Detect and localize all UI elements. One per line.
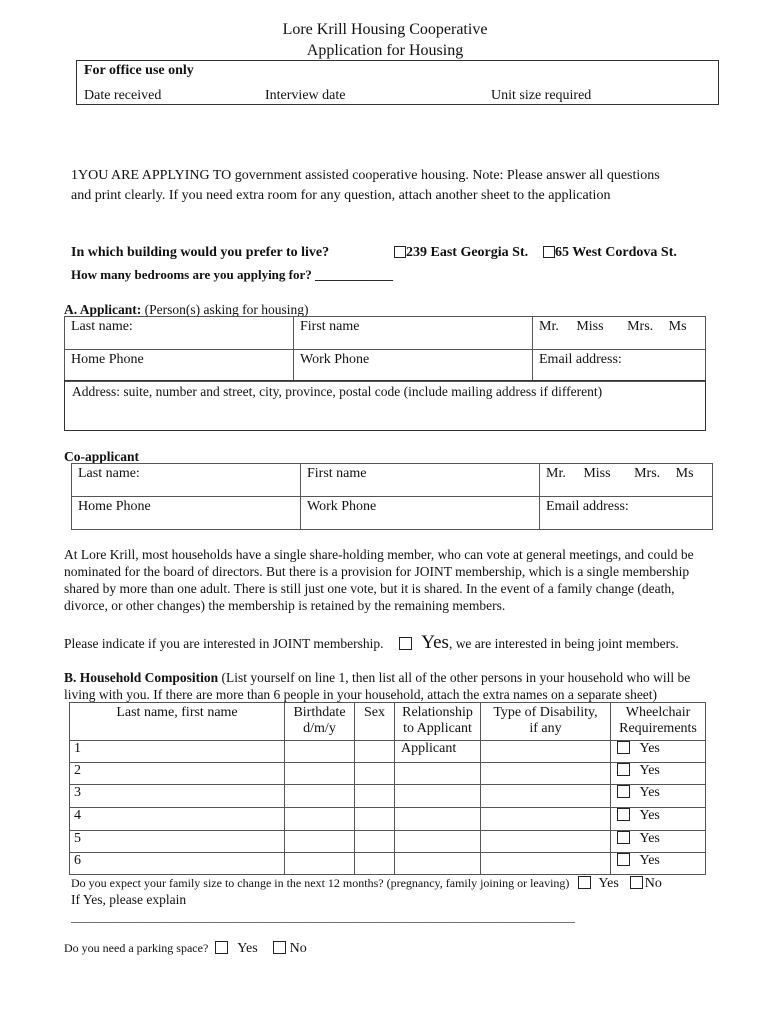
col-disability-line1: Type of Disability,: [493, 705, 598, 720]
birthdate-cell[interactable]: [285, 785, 355, 808]
intro-paragraph: 1YOU ARE APPLYING TO government assisted cooperative housing. Note: Please answer all questions and print clearly. If you need extra room for any question, attach another sheet to the application: [71, 168, 660, 203]
date-received-label: Date received: [84, 88, 162, 103]
title-mrs: Mrs.: [627, 319, 654, 334]
coapplicant-table: [71, 463, 713, 530]
birthdate-cell[interactable]: [285, 831, 355, 853]
wheelchair-yes-label: Yes: [639, 763, 660, 778]
parking-yes-label: Yes: [237, 941, 258, 956]
table-row: [70, 741, 706, 763]
disability-cell[interactable]: [481, 763, 611, 785]
parking-row: [64, 941, 307, 957]
coapplicant-email[interactable]: Email address:: [540, 497, 713, 530]
coapplicant-last-name[interactable]: Last name:: [72, 464, 301, 497]
page-subtitle: Application for Housing: [306, 42, 464, 59]
disability-cell[interactable]: [481, 785, 611, 808]
table-row: [70, 785, 706, 808]
wheelchair-cell[interactable]: [611, 831, 706, 853]
applicant-title[interactable]: [533, 317, 706, 350]
building-question: In which building would you prefer to live?: [71, 245, 330, 260]
office-use-box: [76, 60, 719, 105]
household-heading-rest: (List yourself on line 1, then list all of the other persons in your household who will be living with you. If there are more than 6 people in your household, attach the extra names on a separate sheet): [64, 670, 691, 702]
building-option-2[interactable]: [543, 245, 677, 261]
title-ms: Ms: [668, 319, 687, 334]
joint-membership-row: [64, 632, 679, 654]
row-number: 5: [70, 831, 285, 853]
checkbox-icon[interactable]: [617, 763, 630, 776]
joint-yes-label: Yes: [421, 632, 449, 653]
title-miss: Miss: [583, 466, 611, 481]
title-miss: Miss: [576, 319, 604, 334]
applicant-email[interactable]: Email address:: [533, 350, 706, 382]
checkbox-icon[interactable]: [617, 808, 630, 821]
table-row: [70, 808, 706, 831]
birthdate-cell[interactable]: [285, 853, 355, 875]
disability-cell[interactable]: [481, 741, 611, 763]
col-sex-header: Sex: [355, 703, 395, 741]
building-option-1[interactable]: [394, 245, 528, 261]
col-relationship-line1: Relationship: [402, 705, 473, 720]
checkbox-icon[interactable]: [399, 637, 412, 650]
col-birthdate-header: [285, 703, 355, 741]
title-mr: Mr.: [539, 319, 559, 334]
row-number: 4: [70, 808, 285, 831]
table-row: [70, 831, 706, 853]
building-option-1-label: 239 East Georgia St.: [406, 245, 529, 260]
sex-cell[interactable]: [355, 785, 395, 808]
checkbox-icon[interactable]: [617, 741, 630, 754]
parking-no-label: No: [289, 941, 307, 956]
col-wheelchair-line1: Wheelchair: [625, 705, 691, 720]
page-title: Lore Krill Housing Cooperative: [282, 21, 488, 38]
title-mr: Mr.: [546, 466, 566, 481]
col-relationship-line2: to Applicant: [403, 721, 472, 736]
family-change-explain: If Yes, please explain: [71, 892, 187, 907]
checkbox-icon[interactable]: [394, 246, 406, 258]
col-name-header: Last name, first name: [70, 703, 285, 741]
wheelchair-yes-label: Yes: [639, 741, 660, 756]
checkbox-icon[interactable]: [215, 941, 228, 954]
sex-cell[interactable]: [355, 763, 395, 785]
col-birthdate-line1: Birthdate: [293, 705, 346, 720]
col-disability-header: [481, 703, 611, 741]
applicant-work-phone[interactable]: Work Phone: [294, 350, 533, 382]
col-disability-line2: if any: [529, 721, 562, 736]
relationship-cell[interactable]: Applicant: [395, 741, 481, 763]
col-birthdate-line2: d/m/y: [303, 721, 336, 736]
parking-question: Do you need a parking space?: [64, 941, 209, 955]
household-table: [69, 702, 706, 875]
checkbox-icon[interactable]: [578, 876, 591, 889]
family-change-no-label: No: [644, 876, 662, 891]
birthdate-cell[interactable]: [285, 763, 355, 785]
applicant-heading-bold: A. Applicant:: [64, 302, 142, 317]
coapplicant-work-phone[interactable]: Work Phone: [301, 497, 540, 530]
relationship-cell[interactable]: [395, 831, 481, 853]
relationship-cell[interactable]: [395, 763, 481, 785]
row-number: 6: [70, 853, 285, 875]
household-heading: [64, 669, 709, 703]
family-change-yes-label: Yes: [598, 876, 619, 891]
family-change-question: Do you expect your family size to change in the next 12 months? (pregnancy, family joining or leaving): [71, 876, 570, 890]
coapplicant-home-phone[interactable]: Home Phone: [72, 497, 301, 530]
coapplicant-first-name[interactable]: First name: [301, 464, 540, 497]
applicant-heading-rest: (Person(s) asking for housing): [141, 302, 309, 317]
bedrooms-question: How many bedrooms are you applying for? ____________: [71, 267, 394, 282]
family-change-explain-line[interactable]: ____________________________________________________________________________________: [71, 910, 575, 924]
col-wheelchair-line2: Requirements: [619, 721, 697, 736]
checkbox-icon[interactable]: [273, 941, 286, 954]
wheelchair-cell[interactable]: [611, 785, 706, 808]
checkbox-icon[interactable]: [630, 876, 643, 889]
checkbox-icon[interactable]: [617, 785, 630, 798]
wheelchair-cell[interactable]: [611, 763, 706, 785]
applicant-last-name[interactable]: Last name:: [65, 317, 294, 350]
unit-size-label: Unit size required: [491, 88, 592, 103]
membership-paragraph: At Lore Krill, most households have a single share-holding member, who can vote at general meetings, and could be nominated for the board of directors. But there is a provision for JOINT membership, which is a single membership shared by more than one adult. There is still just one vote, but it is shared. In the event of a family change (death, divorce, or other changes) the membership is retained by the remaining members.: [64, 547, 694, 613]
wheelchair-yes-label: Yes: [639, 785, 660, 800]
relationship-cell[interactable]: [395, 785, 481, 808]
sex-cell[interactable]: [355, 831, 395, 853]
applicant-first-name[interactable]: First name: [294, 317, 533, 350]
joint-membership-prompt: Please indicate if you are interested in JOINT membership.: [64, 636, 384, 651]
sex-cell[interactable]: [355, 853, 395, 875]
checkbox-icon[interactable]: [617, 853, 630, 866]
wheelchair-yes-label: Yes: [639, 831, 660, 846]
wheelchair-cell[interactable]: [611, 741, 706, 763]
household-heading-bold: B. Household Composition: [64, 670, 219, 685]
sex-cell[interactable]: [355, 808, 395, 831]
applicant-table: [64, 316, 706, 382]
table-row: [70, 763, 706, 785]
col-relationship-header: [395, 703, 481, 741]
row-number: 1: [70, 741, 285, 763]
applicant-home-phone[interactable]: Home Phone: [65, 350, 294, 382]
row-number: 3: [70, 785, 285, 808]
disability-cell[interactable]: [481, 808, 611, 831]
title-mrs: Mrs.: [634, 466, 661, 481]
relationship-cell[interactable]: [395, 853, 481, 875]
applicant-address-field[interactable]: Address: suite, number and street, city, province, postal code (include mailing address if different): [64, 380, 706, 431]
building-option-2-label: 65 West Cordova St.: [555, 245, 677, 260]
birthdate-cell[interactable]: [285, 741, 355, 763]
checkbox-icon[interactable]: [543, 246, 555, 258]
disability-cell[interactable]: [481, 853, 611, 875]
disability-cell[interactable]: [481, 831, 611, 853]
wheelchair-yes-label: Yes: [639, 808, 660, 823]
wheelchair-cell[interactable]: [611, 808, 706, 831]
family-change-row: [71, 876, 731, 892]
relationship-cell[interactable]: [395, 808, 481, 831]
row-number: 2: [70, 763, 285, 785]
col-wheelchair-header: [611, 703, 706, 741]
interview-date-label: Interview date: [265, 88, 346, 103]
office-use-heading: For office use only: [84, 63, 194, 78]
checkbox-icon[interactable]: [617, 831, 630, 844]
coapplicant-heading: Co-applicant: [64, 449, 140, 464]
table-row: [70, 853, 706, 875]
wheelchair-cell[interactable]: [611, 853, 706, 875]
birthdate-cell[interactable]: [285, 808, 355, 831]
wheelchair-yes-label: Yes: [639, 853, 660, 868]
joint-rest-label: , we are interested in being joint members.: [448, 636, 679, 651]
title-ms: Ms: [675, 466, 694, 481]
sex-cell[interactable]: [355, 741, 395, 763]
coapplicant-title[interactable]: [540, 464, 713, 497]
